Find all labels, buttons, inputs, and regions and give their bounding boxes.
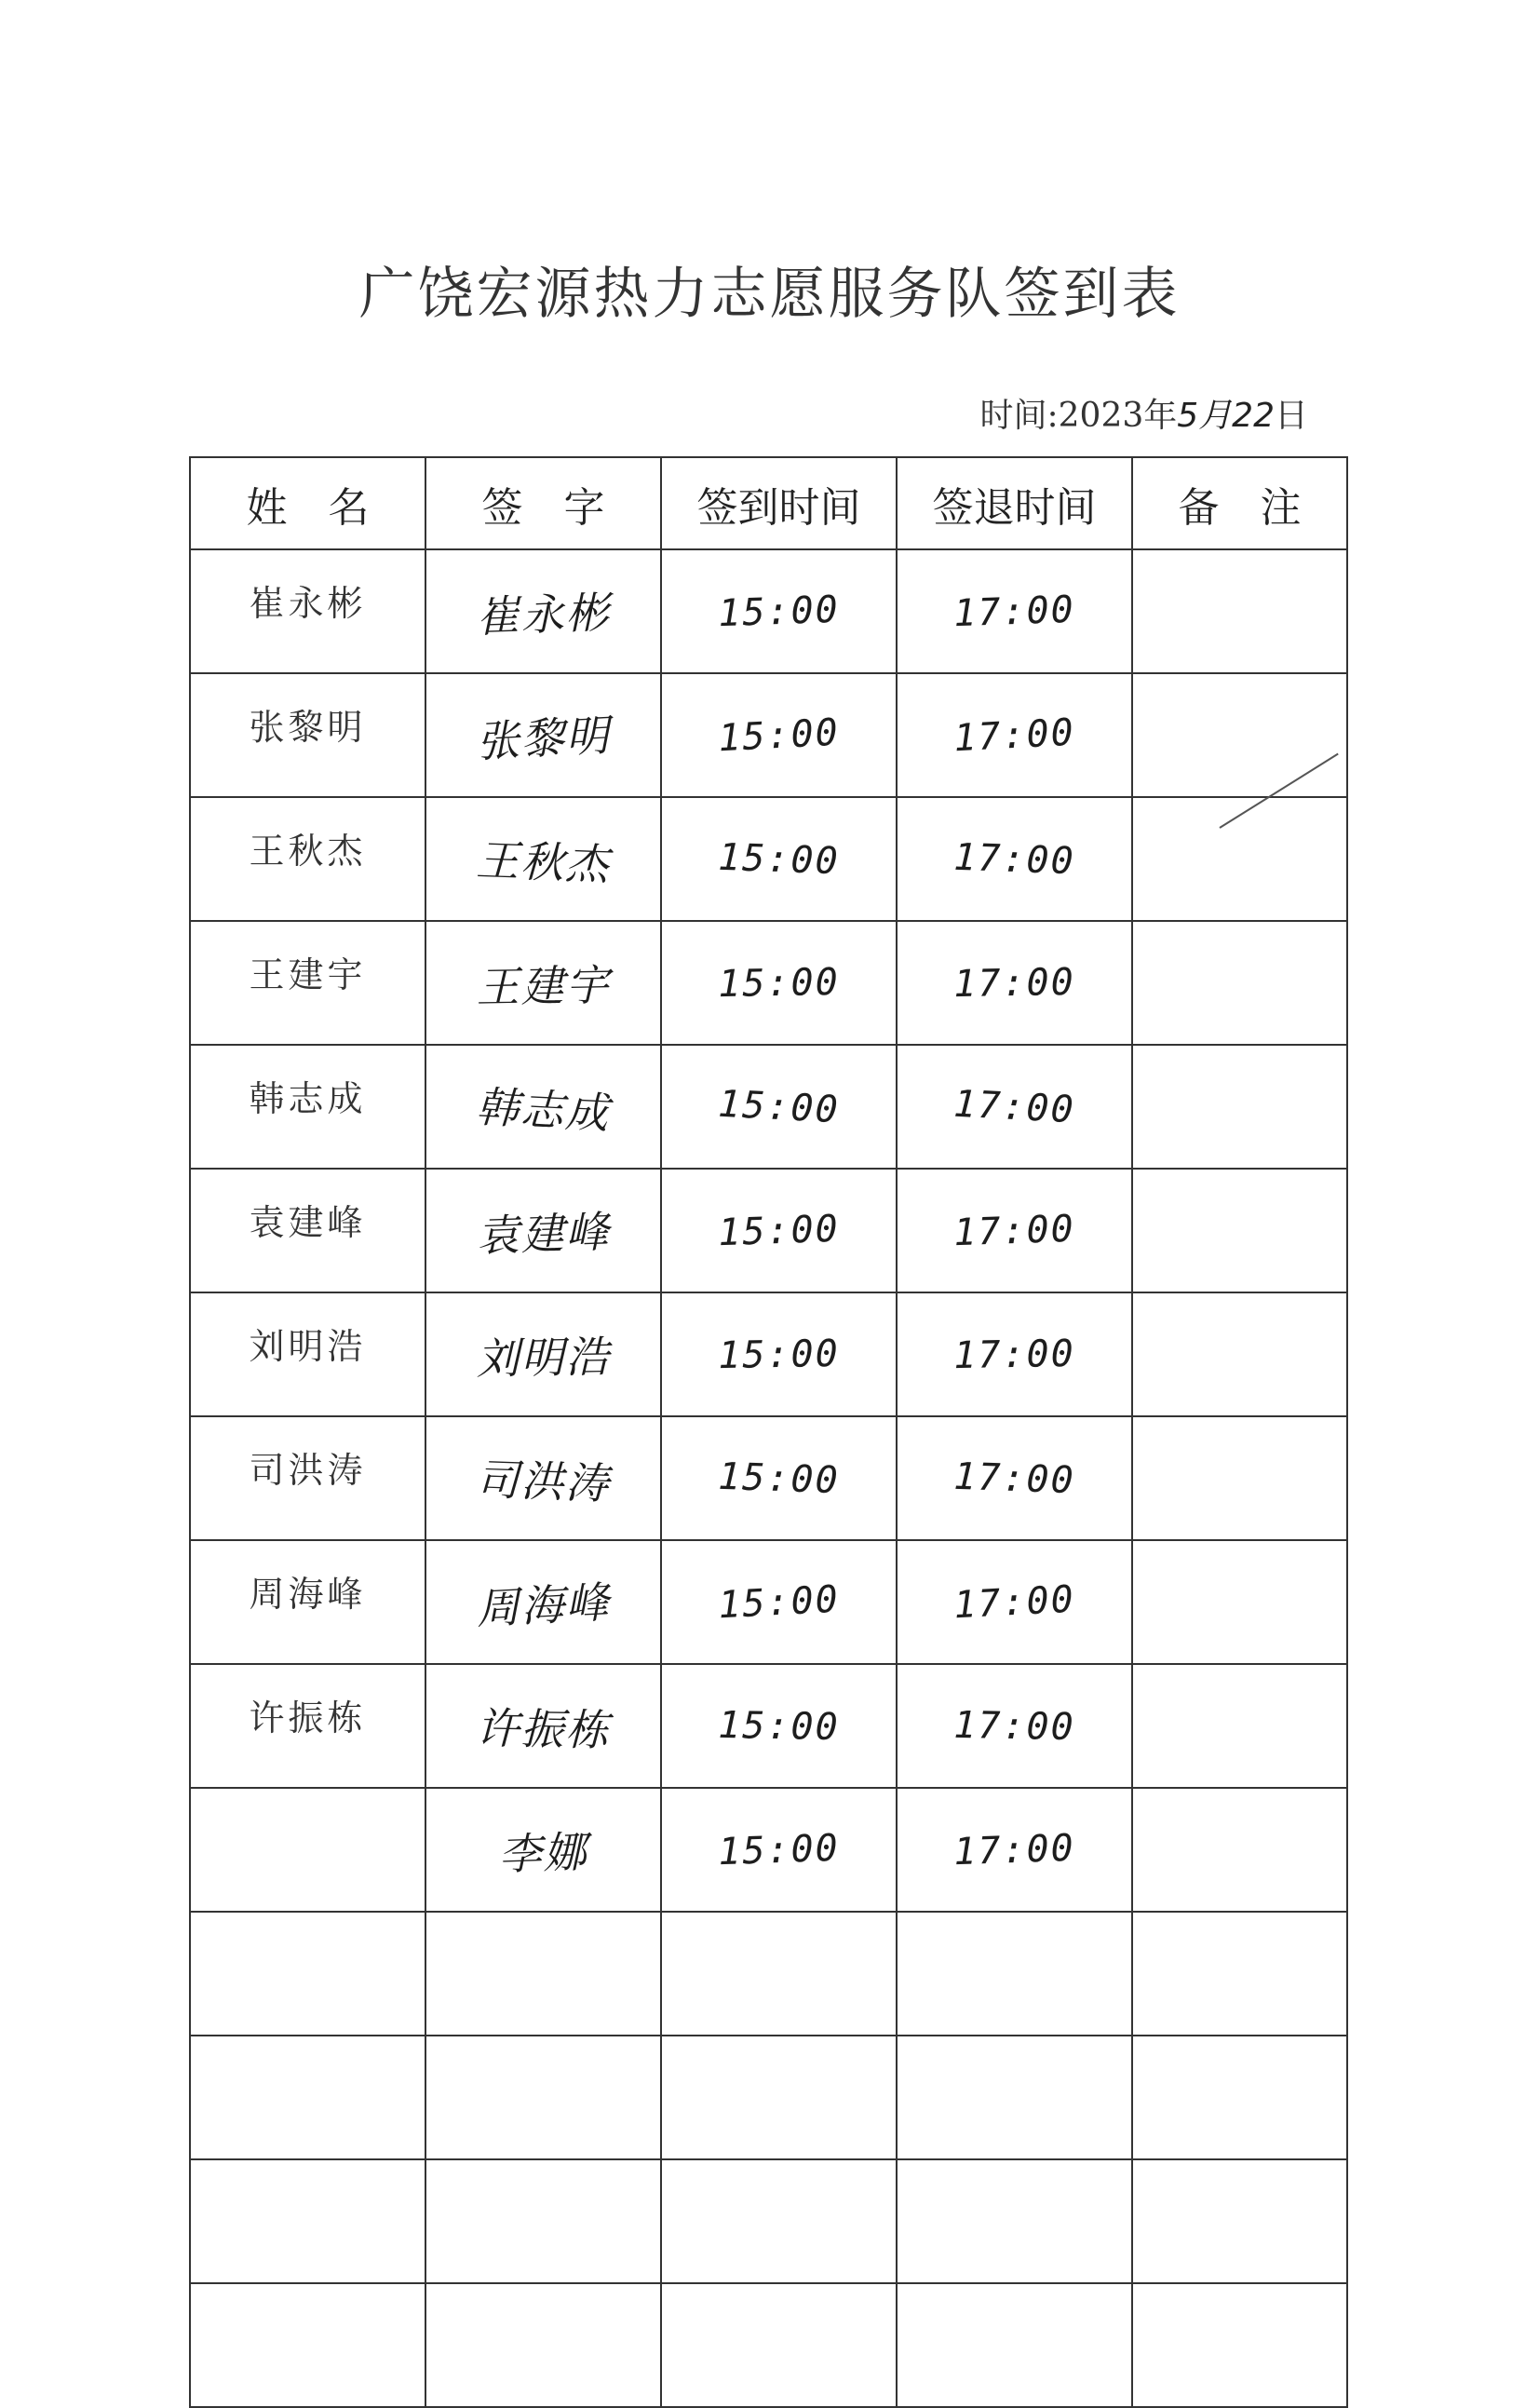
sign-in-time-cell: 15:00 [658,1534,900,1670]
sign-in-time-cell: 15:00 [660,1662,898,1790]
date-month-day: 5月22 [1177,397,1275,435]
signature-cell: 韩志成 [423,1038,665,1174]
signature-cell: 王秋杰 [424,793,663,926]
signature-cell: 许振栋 [425,1662,662,1790]
sign-out-time-cell: 17:00 [896,1662,1133,1790]
sign-out-time-cell [897,1912,1132,2036]
remarks-cell [1132,921,1347,1045]
sign-out-time-cell [897,2159,1132,2283]
date-label: 时间: [979,397,1059,435]
table-row [190,797,1347,921]
remarks-cell [1132,1664,1347,1788]
date-line [980,389,1309,437]
signature-cell [425,2036,661,2159]
sign-in-time-cell: 15:00 [660,919,898,1047]
table-row [190,1912,1347,2036]
remarks-cell [1132,1416,1347,1540]
name-cell: 袁建峰 [190,1169,425,1292]
column-header-sign-in-time: 签到时间 [661,457,897,549]
name-cell: 韩志成 [190,1045,425,1169]
sign-in-time-cell: 15:00 [659,546,898,678]
sign-in-time-cell: 15:00 [660,1291,898,1418]
header-row [190,457,1347,549]
sign-in-time-cell: 15:00 [659,1165,898,1297]
remarks-cell [1132,1912,1347,2036]
sign-out-time-cell: 17:00 [894,1534,1136,1670]
sign-out-time-cell: 17:00 [895,793,1134,926]
table-row [190,549,1347,673]
table-row [190,1540,1347,1664]
sign-out-time-cell: 17:00 [895,1165,1134,1297]
name-cell [190,2283,425,2407]
sign-in-time-cell [661,2159,897,2283]
name-cell: 张黎明 [190,673,425,797]
sign-out-time-cell: 17:00 [896,919,1133,1047]
column-header-signature: 签 字 [425,457,661,549]
sign-out-time-cell: 17:00 [895,1413,1134,1545]
name-cell: 王秋杰 [190,797,425,921]
sign-in-time-cell: 15:00 [658,1038,900,1174]
name-cell: 刘明浩 [190,1292,425,1416]
name-cell: 王建宇 [190,921,425,1045]
signature-cell: 崔永彬 [424,546,663,678]
signature-cell [425,2283,661,2407]
signature-cell [425,2159,661,2283]
remarks-cell [1132,2283,1347,2407]
name-cell [190,2036,425,2159]
remarks-cell [1132,1292,1347,1416]
sign-in-time-cell: 15:00 [658,667,900,803]
table-row [190,1169,1347,1292]
name-cell: 许振栋 [190,1664,425,1788]
table-row [190,2283,1347,2407]
sign-in-time-cell: 15:00 [659,793,898,926]
name-cell: 周海峰 [190,1540,425,1664]
signature-cell [425,1912,661,2036]
remarks-cell [1132,673,1347,797]
sign-out-time-cell: 17:00 [895,1784,1134,1916]
table-row [190,1416,1347,1540]
name-cell: 崔永彬 [190,549,425,673]
remarks-cell [1132,1169,1347,1292]
remarks-cell [1132,549,1347,673]
sign-in-time-cell [661,2283,897,2407]
name-cell [190,1788,425,1912]
name-cell [190,1912,425,2036]
sign-out-time-cell: 17:00 [896,1291,1133,1418]
signature-cell: 袁建峰 [424,1165,663,1297]
signature-cell: 李娜 [424,1784,663,1916]
signature-cell: 王建宇 [425,919,662,1047]
signature-cell: 张黎明 [423,667,665,803]
sign-out-time-cell [897,2036,1132,2159]
sign-in-time-cell: 15:00 [659,1413,898,1545]
signature-cell: 刘明浩 [425,1291,662,1418]
sign-in-time-cell [661,2036,897,2159]
table-row [190,1664,1347,1788]
remarks-cell [1132,2159,1347,2283]
remarks-cell [1132,1788,1347,1912]
column-header-name: 姓 名 [190,457,425,549]
signature-cell: 司洪涛 [424,1413,663,1545]
remarks-cell [1132,1540,1347,1664]
name-cell [190,2159,425,2283]
date-year: 2023年 [1058,397,1178,435]
sign-out-time-cell: 17:00 [895,546,1134,678]
sign-in-table [189,456,1348,2408]
table-row [190,1045,1347,1169]
date-day-suffix: 日 [1274,397,1308,435]
table-row [190,2159,1347,2283]
table-row [190,673,1347,797]
page-title: 广饶宏源热力志愿服务队签到表 [358,262,1181,327]
sign-in-time-cell [661,1912,897,2036]
sign-out-time-cell [897,2283,1132,2407]
table-row [190,1292,1347,1416]
column-header-sign-out-time: 签退时间 [897,457,1132,549]
sign-in-time-cell: 15:00 [659,1784,898,1916]
sign-out-time-cell: 17:00 [894,667,1136,803]
table-row [190,1788,1347,1912]
table-row [190,2036,1347,2159]
signature-cell: 周海峰 [423,1534,665,1670]
name-cell: 司洪涛 [190,1416,425,1540]
remarks-cell [1132,1045,1347,1169]
remarks-cell [1132,2036,1347,2159]
sign-out-time-cell: 17:00 [894,1038,1136,1174]
table-row [190,921,1347,1045]
column-header-remarks: 备 注 [1132,457,1347,549]
